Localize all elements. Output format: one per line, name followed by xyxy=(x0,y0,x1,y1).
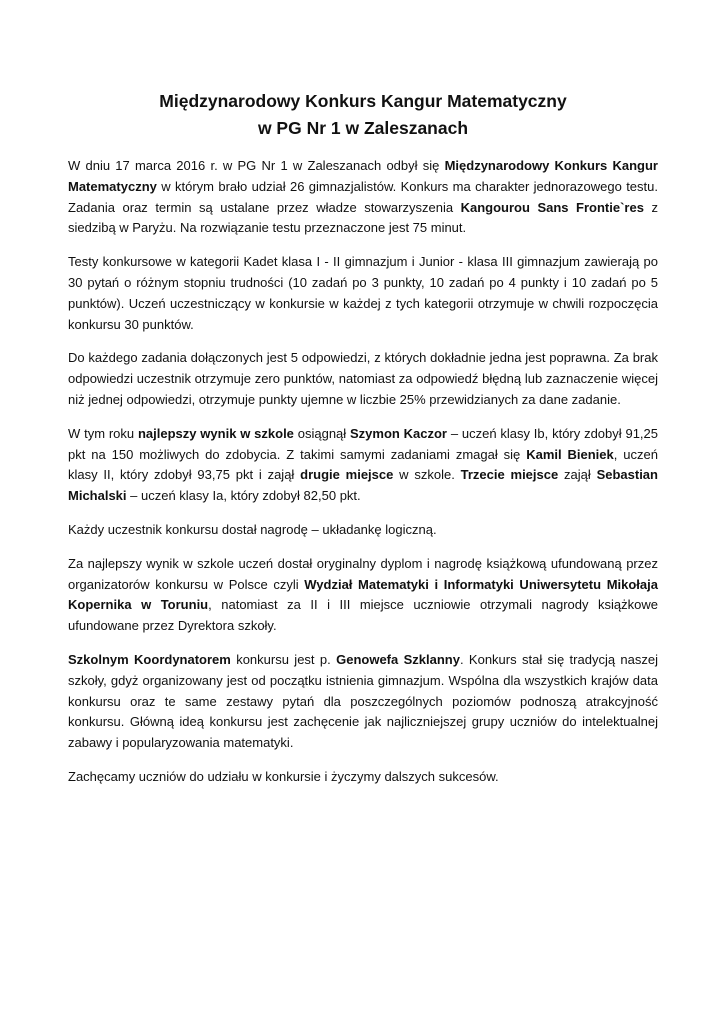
intro-text-3: z siedzibą w Paryżu. Na rozwiązanie testu przeznaczone jest 75 minut. xyxy=(68,199,658,236)
paragraph-categories: Testy konkursowe w kategorii Kadet klasa I - II gimnazjum i Junior - klasa III gimnazjum zawierają po 30 pytań o różnym stopniu trudności (10 zadań po 3 punkty, 10 zadań po 4 punkty i 10 zadań po 5 punktów). Uczeń uczestniczący w konkursie w każdej z tych kategorii otrzymuje w chwili rozpoczęcia konkursu 30 punktów. xyxy=(68,254,658,332)
paragraph-prize: Każdy uczestnik konkursu dostał nagrodę – układankę logiczną. xyxy=(68,521,437,537)
second-place-label: drugie miejsce xyxy=(300,467,394,483)
results-text-7: – uczeń klasy Ia, który zdobył 82,50 pkt. xyxy=(126,488,361,504)
awards-text-1: Za najlepszy wynik w szkole uczeń dostał oryginalny dyplom i nagrodę książkową ufundowaną przez organizatorów konkursu w Polsce czyli xyxy=(68,555,658,592)
coordinator-label: Szkolnym Koordynatorem xyxy=(68,651,231,667)
third-place-label: Trzecie miejsce xyxy=(460,467,559,483)
document-title xyxy=(68,88,658,142)
awards-text-2: , natomiast za II i III miejsce uczniowie otrzymali nagrody książkowe ufundowane przez Dyrektora szkoły. xyxy=(68,597,658,634)
intro-text-2: w którym brało udział 26 gimnazjalistów. Konkurs ma charakter jednorazowego testu. Zadania oraz termin są ustalane przez władze stowarzyszenia xyxy=(68,178,658,215)
paragraph-closing: Zachęcamy uczniów do udziału w konkursie i życzymy dalszych sukcesów. xyxy=(68,768,499,784)
results-text-2: osiągnął xyxy=(293,425,350,441)
coordinator-name: Genowefa Szklanny xyxy=(336,651,460,667)
results-text-3: – uczeń klasy Ib, który zdobył 91,25 pkt na 150 możliwych do zdobycia. Z takimi samymi zadaniami zmagał się xyxy=(68,425,658,462)
coordinator-text-2: . Konkurs stał się tradycją naszej szkoły, gdyż organizowany jest od początku istnienia gimnazjum. Wspólna dla wszystkich krajów data konkursu oraz te same zestawy pytań dla poszczególnych poziomów podnoszą atrakcyjność konkursu. Główną ideą konkursu jest zachęcenie jak najliczniejszej grupy uczniów do intelektualnej zabawy i popularyzowania matematyki. xyxy=(68,651,658,751)
faculty-name: Wydział Matematyki i Informatyki Uniwersytetu Mikołaja Kopernika w Toruniu xyxy=(68,576,658,613)
coordinator-text-1: konkursu jest p. xyxy=(230,651,337,667)
paragraph-coordinator xyxy=(68,650,658,754)
best-result-label: najlepszy wynik w szkole xyxy=(137,425,294,441)
paragraph-results xyxy=(68,424,658,507)
paragraph-scoring: Do każdego zadania dołączonych jest 5 odpowiedzi, z których dokładnie jedna jest poprawna. Za brak odpowiedzi uczestnik otrzymuje zero punktów, natomiast za odpowiedź błędną lub zaznaczenie więcej niż jednej odpowiedzi, otrzymuje punkty ujemne w liczbie 25% przewidzianych za dane zadanie. xyxy=(68,350,658,407)
second-student-name: Kamil Bieniek xyxy=(526,446,614,462)
results-text-6: zajął xyxy=(558,467,597,483)
results-text-4: , uczeń klasy II, który zdobył 93,75 pkt i zajął xyxy=(68,446,658,483)
intro-text-1: W dniu 17 marca 2016 r. w PG Nr 1 w Zaleszanach odbył się xyxy=(68,158,445,173)
title-line-1: Międzynarodowy Konkurs Kangur Matematyczny xyxy=(159,91,567,111)
winner-name: Szymon Kaczor xyxy=(349,425,447,441)
contest-name: Międzynarodowy Konkurs Kangur Matematyczny xyxy=(68,158,658,194)
results-text-1: W tym roku xyxy=(68,425,138,441)
third-student-name: Sebastian Michalski xyxy=(68,467,658,504)
paragraph-awards xyxy=(68,554,658,637)
document-page xyxy=(68,88,658,801)
results-text-5: w szkole. xyxy=(393,467,461,483)
paragraph-intro xyxy=(68,156,658,239)
association-name: Kangourou Sans Frontie`res xyxy=(460,199,644,215)
title-line-2: w PG Nr 1 w Zaleszanach xyxy=(257,118,469,138)
